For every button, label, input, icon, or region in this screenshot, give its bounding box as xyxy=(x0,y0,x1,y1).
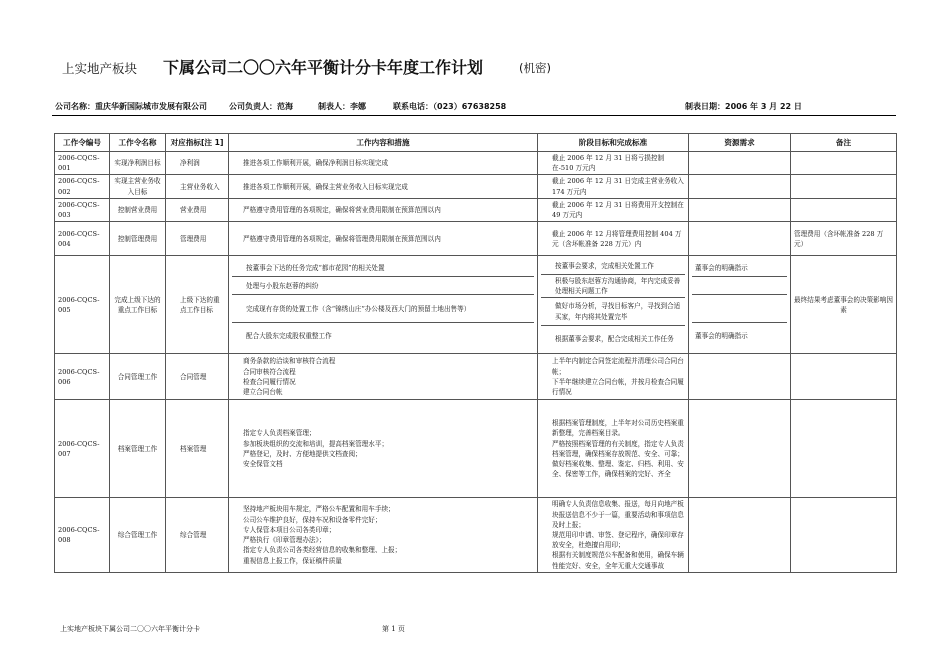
stage-target-item xyxy=(541,499,685,530)
stage-target-item-number xyxy=(544,261,555,271)
resource-need xyxy=(689,354,791,400)
indicator xyxy=(169,182,225,192)
work-content-item xyxy=(232,556,534,566)
indicator-number xyxy=(169,158,180,168)
stage-target-item-text: 截止 2006 年 12 月 31 日将亏损控制在-510 万元内 xyxy=(552,154,665,173)
stage-target-item-text: 上半年内制定合同签定流程并清理公司合同台帐； xyxy=(552,357,684,376)
indicator xyxy=(169,530,225,540)
sub-row xyxy=(541,298,685,326)
work-content-item xyxy=(232,428,534,438)
stage-target-item xyxy=(544,276,682,296)
stage-target-item-text: 截止 2006 年 12 月将管理费用控制 404 万元（含坏帐准备 228 万元）内 xyxy=(552,229,682,248)
work-order-id: 2006-CQCS-003 xyxy=(55,198,110,221)
work-content-item-number xyxy=(232,449,243,459)
work-order-id: 2006-CQCS-008 xyxy=(55,498,110,573)
remark xyxy=(791,498,897,573)
work-content-item-number xyxy=(232,234,243,244)
work-content-cell xyxy=(229,175,538,198)
work-content-item-text: 推进各项工作顺利开展，确保主营业务收入目标实现完成 xyxy=(243,182,408,191)
contact-phone: 联系电话：（023）67638258 xyxy=(393,102,507,111)
work-content-item-number xyxy=(232,556,243,566)
stage-target-item xyxy=(541,229,685,249)
resource-need-text: 董事会的明确指示 xyxy=(695,331,748,340)
company-manager: 公司负责人：范海 xyxy=(229,102,293,111)
indicator-cell xyxy=(166,400,229,498)
stage-target-cell xyxy=(538,222,689,256)
work-content-cell xyxy=(229,222,538,256)
work-order-name: 控制营业费用 xyxy=(110,198,166,221)
company-name: 公司名称：重庆华新国际城市发展有限公司 xyxy=(55,102,207,111)
stage-target-item-text: 下半年继续建立合同台帐，并按月检查合同履行情况 xyxy=(552,377,684,397)
indicator xyxy=(169,234,225,244)
work-content-item xyxy=(235,281,531,291)
work-content-item-text: 处理与小股东赵蓉的纠纷 xyxy=(246,281,319,290)
indicator-cell xyxy=(166,256,229,354)
work-content-item xyxy=(232,504,534,514)
indicator-number xyxy=(169,444,180,454)
stage-target-item-text: 根据档案管理制度，上半年对公司历史档案重新整理，完善档案目录。 xyxy=(552,419,684,438)
work-content-item-number xyxy=(232,459,243,469)
stage-target-item-text: 截止 2006 年 12 月 31 日将费用开支控制在 49 万元内 xyxy=(552,200,684,220)
indicator xyxy=(169,372,225,382)
column-header: 对应指标[注 1] xyxy=(166,134,229,152)
stage-target-cell xyxy=(538,354,689,400)
column-header: 工作令编号 xyxy=(55,134,110,152)
stage-target xyxy=(541,258,685,274)
resource-need-subtable xyxy=(692,261,787,349)
resource-need-text: 董事会的明确指示 xyxy=(695,264,748,273)
stage-target-item-text: 按董事会要求，完成相关处置工作 xyxy=(555,261,654,270)
stage-target-subtable xyxy=(541,258,685,351)
footer-page-number: 第 1 页 xyxy=(382,625,405,633)
resource-need xyxy=(692,261,787,277)
work-content-item-number xyxy=(232,387,243,397)
stage-target-item-number xyxy=(544,276,555,286)
work-order-name: 完成上级下达的重点工作目标 xyxy=(110,256,166,354)
header-divider xyxy=(52,115,896,116)
column-header: 工作令名称 xyxy=(110,134,166,152)
stage-target-cell xyxy=(538,498,689,573)
resource-need xyxy=(689,222,791,256)
work-content-item-text: 商务条款的洽谈和审核符合流程 xyxy=(243,357,336,366)
table-preparer: 制表人：李娜 xyxy=(318,102,366,111)
resource-need xyxy=(689,198,791,221)
work-content-item-number xyxy=(232,545,243,555)
table-row xyxy=(55,175,897,198)
table-body xyxy=(55,152,897,573)
indicator-cell xyxy=(166,222,229,256)
indicator-name: 上级下达的重点工作目标 xyxy=(180,295,220,314)
stage-target-cell xyxy=(538,198,689,221)
column-header: 阶段目标和完成标准 xyxy=(538,134,689,152)
stage-target-item-number xyxy=(544,301,555,311)
resource-need xyxy=(689,498,791,573)
work-order-name: 控制管理费用 xyxy=(110,222,166,256)
indicator-number xyxy=(169,205,180,215)
stage-target-cell xyxy=(538,400,689,498)
work-content-item-text: 公司公车维护良好，保持车况和设备零件完好； xyxy=(243,515,382,524)
work-content-item xyxy=(232,182,534,192)
work-content-item xyxy=(232,158,534,168)
indicator-name: 主营业务收入 xyxy=(180,182,220,191)
indicator-number xyxy=(169,295,180,305)
stage-target-item-number xyxy=(541,459,552,469)
remark xyxy=(791,400,897,498)
sub-row xyxy=(692,261,787,277)
stage-target-item-number xyxy=(541,200,552,210)
work-content-subtable xyxy=(232,261,534,349)
work-content-item-text: 专人保管本项目公司各类印章； xyxy=(243,525,336,534)
work-content-item xyxy=(232,535,534,545)
footer-title: 上实地产板块下属公司二〇〇六年平衡计分卡 xyxy=(60,625,200,633)
column-header: 工作内容和措施 xyxy=(229,134,538,152)
stage-target-item-number xyxy=(541,356,552,366)
stage-target-item-number xyxy=(544,334,555,344)
work-content-item xyxy=(232,205,534,215)
work-content-item-number xyxy=(232,356,243,366)
work-content-item-text: 按董事会下达的任务完成“都市花园”的相关处置 xyxy=(246,264,385,273)
stage-target-item xyxy=(544,301,682,321)
remark xyxy=(791,198,897,221)
stage-target-item xyxy=(541,153,685,173)
remark xyxy=(791,175,897,198)
stage-target xyxy=(541,298,685,326)
table-row xyxy=(55,354,897,400)
sub-row xyxy=(232,323,534,349)
stage-target xyxy=(541,326,685,352)
work-content-item-text: 重视信息上报工作，保证稿件质量 xyxy=(243,556,342,565)
indicator-number xyxy=(169,182,180,192)
work-content-item-text: 指定专人负责公司各类经营信息的收集和整理、上报； xyxy=(243,546,402,555)
sub-row xyxy=(541,274,685,297)
indicator-cell xyxy=(166,152,229,175)
stage-target-item xyxy=(541,550,685,570)
work-content-item-text: 配合大股东完成股权重整工作 xyxy=(246,331,332,340)
work-content-cell xyxy=(229,198,538,221)
table-row xyxy=(55,498,897,573)
work-content-item-number xyxy=(232,504,243,514)
stage-target-item-text: 积极与股东赵蓉方沟通协商，年内完成妥善处理相关问题工作 xyxy=(555,276,681,295)
work-content-item-number xyxy=(235,331,246,341)
work-content-item-number xyxy=(232,182,243,192)
work-order-id: 2006-CQCS-004 xyxy=(55,222,110,256)
stage-target-item-text: 截止 2006 年 12 月 31 日完成主营业务收入 174 万元内 xyxy=(552,177,684,196)
stage-target-item xyxy=(541,439,685,459)
column-header: 资源需求 xyxy=(689,134,791,152)
work-content-item-number xyxy=(235,304,246,314)
indicator-name: 净利润 xyxy=(180,159,200,168)
work-content xyxy=(232,323,534,349)
resource-need xyxy=(689,400,791,498)
resource-need-cell xyxy=(689,256,791,354)
work-order-name: 实现主营业务收入目标 xyxy=(110,175,166,198)
stage-target xyxy=(541,274,685,297)
work-content-item-text: 推进各项工作顺利开展，确保净利润目标实现完成 xyxy=(243,159,389,168)
stage-target-item xyxy=(541,377,685,397)
work-content-item xyxy=(232,515,534,525)
indicator xyxy=(169,158,225,168)
work-content-item-number xyxy=(232,515,243,525)
stage-target-item xyxy=(541,418,685,438)
work-plan-table xyxy=(54,133,897,573)
work-content-item xyxy=(232,356,534,366)
stage-target-item-text: 根据有关制度规范公车配备和使用，确保车辆性能完好、安全，全年无重大交通事故 xyxy=(552,551,684,570)
work-content-item-number xyxy=(235,281,246,291)
remark xyxy=(791,152,897,175)
work-order-id: 2006-CQCS-005 xyxy=(55,256,110,354)
work-order-name: 实现净利润目标 xyxy=(110,152,166,175)
stage-target-item-number xyxy=(541,550,552,560)
stage-target-item-text: 明确专人负责信息收集、报送，每月向地产板块报送信息不少于一篇，重要活动和事项信息及时上报； xyxy=(552,500,684,529)
work-content-item-number xyxy=(232,158,243,168)
resource-need xyxy=(692,277,787,295)
work-order-id: 2006-CQCS-006 xyxy=(55,354,110,400)
stage-target-cell xyxy=(538,256,689,354)
work-content-item xyxy=(232,545,534,555)
stage-target-item-text: 做好市场分析，寻找目标客户，寻找到合适买家，年内将其处置完毕 xyxy=(555,302,681,321)
work-content-item xyxy=(232,387,534,397)
indicator-name: 管理费用 xyxy=(180,234,207,243)
column-header: 备注 xyxy=(791,134,897,152)
work-content-item-number xyxy=(232,439,243,449)
indicator xyxy=(169,205,225,215)
work-order-name: 档案管理工作 xyxy=(110,400,166,498)
indicator-name: 档案管理 xyxy=(180,444,207,453)
work-content-item-text: 严格遵守费用管理的各项规定，确保将营业费用限制在预算范围以内 xyxy=(243,205,441,214)
stage-target-item-number xyxy=(541,499,552,509)
work-content-item xyxy=(232,377,534,387)
indicator-name: 综合管理 xyxy=(180,530,207,539)
work-content-item-number xyxy=(232,205,243,215)
stage-target-item xyxy=(541,530,685,550)
work-content-item-text: 安全保管文档 xyxy=(243,460,283,469)
stage-target-item-text: 根据董事会要求，配合完成相关工作任务 xyxy=(555,334,674,343)
indicator-name: 合同管理 xyxy=(180,372,207,381)
table-row xyxy=(55,400,897,498)
work-content-item xyxy=(232,367,534,377)
work-content-item-text: 完成现有存货的处置工作（含“锦绣山庄”办公楼及西大门的预留土地出售等） xyxy=(246,304,471,313)
table-row xyxy=(55,222,897,256)
resource-need xyxy=(689,152,791,175)
sector-label: 上实地产板块 xyxy=(62,61,138,76)
sub-row xyxy=(541,326,685,352)
work-content-item xyxy=(235,304,531,314)
sub-row xyxy=(541,258,685,274)
stage-target-item-number xyxy=(541,418,552,428)
stage-target-cell xyxy=(538,175,689,198)
work-content-item-text: 坚持地产板块用车规定，严格公车配置和用车手续； xyxy=(243,505,395,514)
remark: 最终结果考虑董事会的决策影响因素 xyxy=(791,256,897,354)
work-content-item-text: 严格执行《印章管理办法》； xyxy=(243,536,326,545)
work-content-item xyxy=(232,449,534,459)
stage-target-item-text: 严格按照档案管理的有关制度，指定专人负责档案管理，确保档案存放规范、安全、可靠； xyxy=(552,439,684,458)
remark: 管理费用（含坏帐准备 228 万元） xyxy=(791,222,897,256)
table-row xyxy=(55,198,897,221)
work-content-item-text: 合同审核符合流程 xyxy=(243,367,296,376)
work-content-item-number xyxy=(232,535,243,545)
work-content-item-number xyxy=(235,263,246,273)
work-content-item-text: 建立合同台帐 xyxy=(243,388,283,397)
work-content-item-number xyxy=(232,525,243,535)
indicator-number xyxy=(169,372,180,382)
work-content-item-number xyxy=(232,367,243,377)
remark xyxy=(791,354,897,400)
stage-target-item xyxy=(541,176,685,196)
indicator-cell xyxy=(166,498,229,573)
confidential-label: (机密) xyxy=(519,61,551,75)
prepared-date: 制表日期：2006 年 3 月 22 日 xyxy=(685,102,802,111)
resource-need xyxy=(692,295,787,323)
stage-target-item-number xyxy=(541,153,552,163)
work-content-cell xyxy=(229,256,538,354)
work-content xyxy=(232,277,534,295)
table-header-row xyxy=(55,134,897,152)
table-row xyxy=(55,152,897,175)
work-content-item-text: 指定专人负责档案管理； xyxy=(243,429,316,438)
resource-need xyxy=(692,323,787,349)
indicator-cell xyxy=(166,198,229,221)
work-content-cell xyxy=(229,152,538,175)
stage-target-item-number xyxy=(541,176,552,186)
work-order-id: 2006-CQCS-002 xyxy=(55,175,110,198)
page-title: 下属公司二〇〇六年平衡计分卡年度工作计划 xyxy=(163,58,484,77)
sub-row xyxy=(692,295,787,323)
stage-target-item xyxy=(541,459,685,479)
indicator-number xyxy=(169,234,180,244)
work-content-item-text: 检查合同履行情况 xyxy=(243,377,296,386)
table-row xyxy=(55,256,897,354)
sub-row xyxy=(692,277,787,295)
work-content-cell xyxy=(229,498,538,573)
stage-target-cell xyxy=(538,152,689,175)
work-content-item-text: 严格登记，及时、方便地提供文档查阅； xyxy=(243,449,362,458)
work-content xyxy=(232,261,534,277)
indicator xyxy=(169,444,225,454)
work-content-cell xyxy=(229,354,538,400)
work-content-item-text: 参加板块组织的交流和培训，提高档案管理水平； xyxy=(243,439,389,448)
work-order-id: 2006-CQCS-007 xyxy=(55,400,110,498)
indicator-name: 营业费用 xyxy=(180,205,207,214)
stage-target-item-text: 规范用印申请、审签、登记程序，确保印章存放安全，杜绝擅自用印； xyxy=(552,530,684,550)
resource-need xyxy=(689,175,791,198)
stage-target-item-number xyxy=(541,229,552,239)
work-content-item xyxy=(235,331,531,341)
stage-target-item xyxy=(541,356,685,376)
work-content-item xyxy=(232,459,534,469)
indicator-cell xyxy=(166,354,229,400)
indicator xyxy=(169,295,225,315)
work-content-item xyxy=(232,439,534,449)
work-content-item xyxy=(235,263,531,273)
work-content-cell xyxy=(229,400,538,498)
stage-target-item xyxy=(544,261,682,271)
work-order-name: 合同管理工作 xyxy=(110,354,166,400)
stage-target-item-text: 做好档案收集、整理、鉴定、归档、利用、安全、保密等工作，确保档案的完好、齐全 xyxy=(552,460,684,479)
indicator-number xyxy=(169,530,180,540)
work-order-name: 综合管理工作 xyxy=(110,498,166,573)
sub-row xyxy=(232,261,534,277)
work-content-item-number xyxy=(232,377,243,387)
stage-target-item-number xyxy=(541,377,552,387)
work-content-item xyxy=(232,234,534,244)
sub-row xyxy=(692,323,787,349)
stage-target-item-number xyxy=(541,530,552,540)
sub-row xyxy=(232,277,534,295)
work-content-item xyxy=(232,525,534,535)
stage-target-item xyxy=(541,200,685,220)
work-content-item-number xyxy=(232,428,243,438)
sub-row xyxy=(232,295,534,323)
indicator-cell xyxy=(166,175,229,198)
work-order-id: 2006-CQCS-001 xyxy=(55,152,110,175)
stage-target-item-number xyxy=(541,439,552,449)
stage-target-item xyxy=(544,334,682,344)
work-content-item-text: 严格遵守费用管理的各项规定，确保将管理费用限制在预算范围以内 xyxy=(243,234,441,243)
work-content xyxy=(232,295,534,323)
